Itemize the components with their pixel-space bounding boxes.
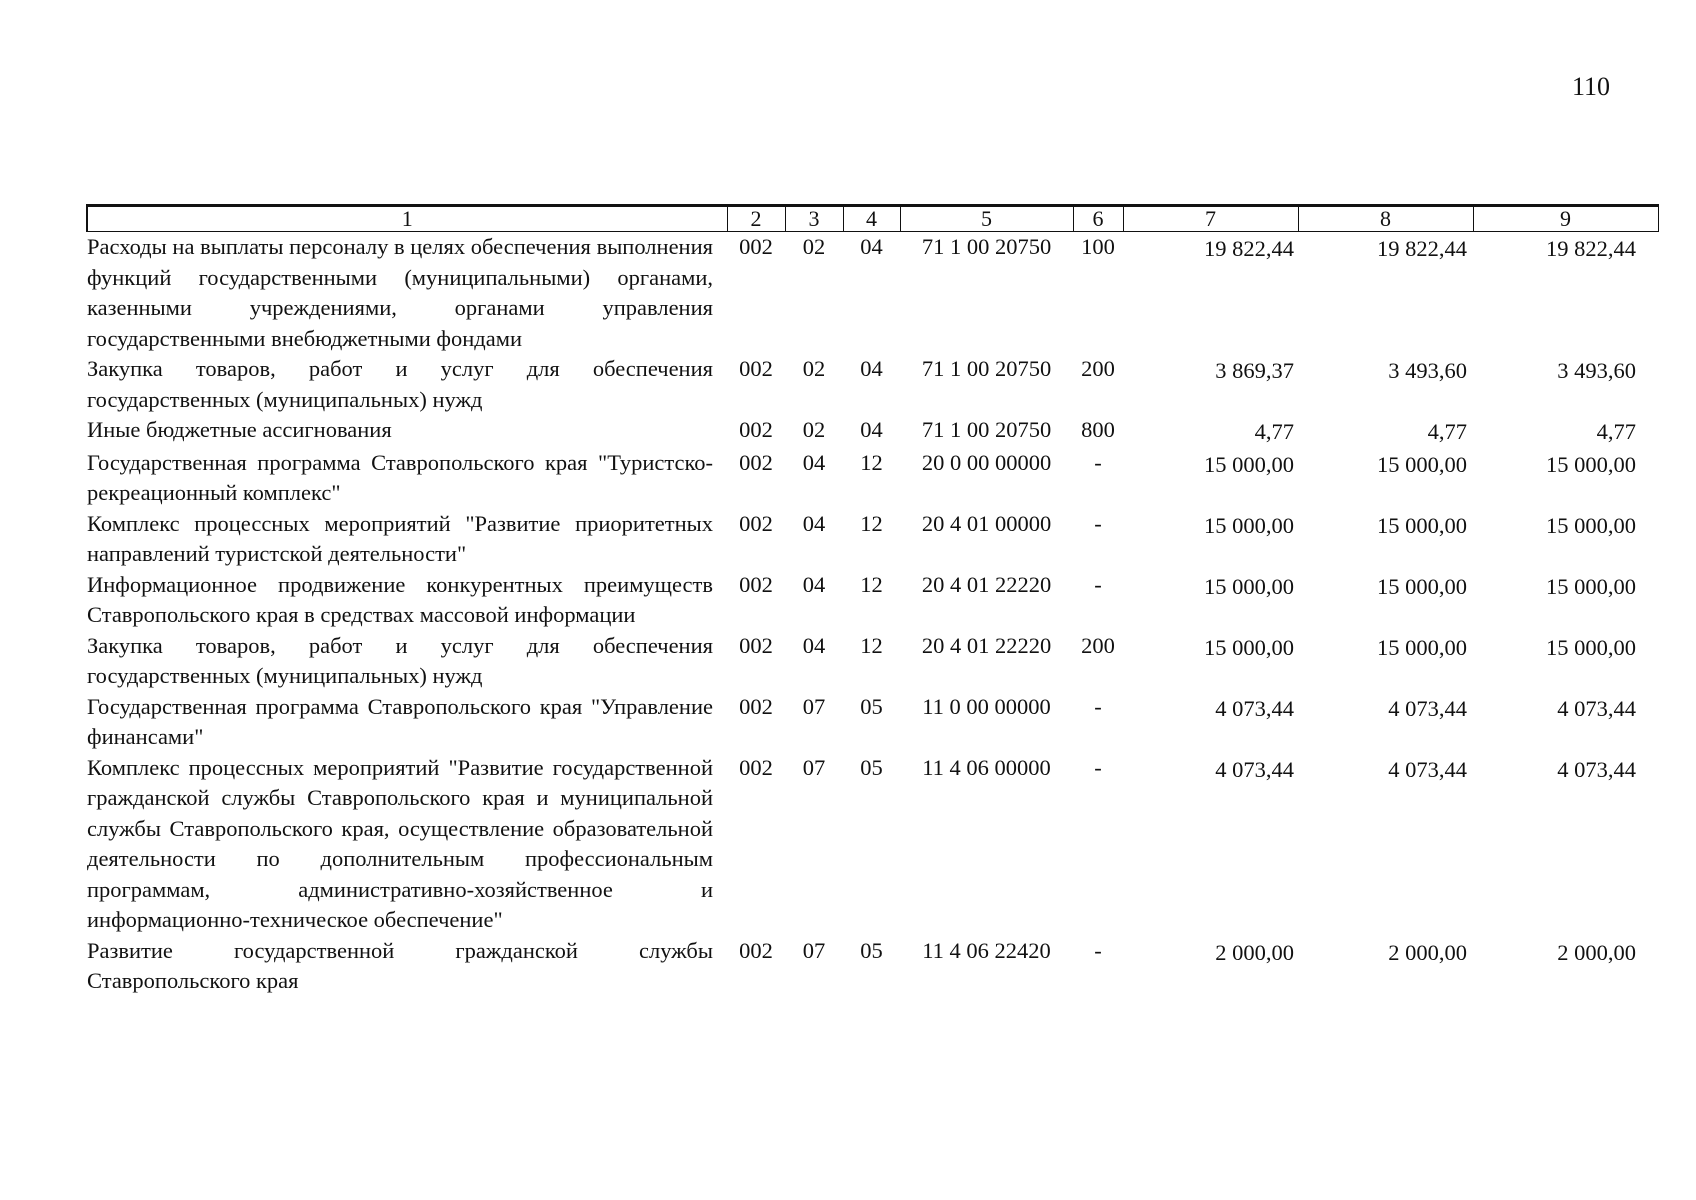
table-row [87, 570, 1658, 631]
column-header: 3 [785, 206, 843, 232]
expense-type-code: - [1094, 510, 1102, 536]
target-item-code: 20 4 01 00000 [921, 510, 1052, 536]
expense-type-code: - [1094, 754, 1102, 780]
amount-col-7: 15 000,00 [1204, 512, 1294, 538]
target-item-code: 71 1 00 20750 [921, 356, 1052, 381]
expense-type-code: 200 [1081, 356, 1115, 381]
column-header: 9 [1473, 206, 1658, 232]
ministry-code: 002 [739, 356, 773, 381]
expense-type-code: 800 [1081, 417, 1115, 442]
table-row [87, 631, 1658, 692]
ministry-code: 002 [739, 234, 773, 259]
amount-col-7: 4 073,44 [1215, 756, 1294, 782]
section-code: 02 [802, 417, 826, 442]
amount-col-9: 4 073,44 [1557, 695, 1636, 721]
section-code: 07 [802, 693, 826, 719]
subsection-code: 05 [860, 754, 883, 780]
row-name: Информационное продвижение конкурентных преимуществ Ставропольского края в средствах массовой информации [87, 571, 713, 627]
amount-col-7: 15 000,00 [1204, 451, 1294, 477]
expense-type-code: 200 [1081, 632, 1115, 658]
amount-col-9: 4,77 [1596, 419, 1636, 444]
ministry-code: 002 [739, 571, 773, 597]
amount-col-9: 15 000,00 [1546, 512, 1636, 538]
expense-type-code: 100 [1081, 234, 1115, 259]
budget-table [86, 204, 1659, 997]
target-item-code: 11 4 06 00000 [922, 754, 1051, 780]
amount-col-9: 15 000,00 [1546, 573, 1636, 599]
amount-col-7: 15 000,00 [1204, 573, 1294, 599]
subsection-code: 12 [860, 449, 883, 475]
expense-type-code: - [1094, 693, 1102, 719]
row-name: Закупка товаров, работ и услуг для обеспечения государственных (муниципальных) нужд [87, 356, 713, 412]
amount-col-7: 4,77 [1254, 419, 1294, 444]
amount-col-8: 15 000,00 [1377, 451, 1467, 477]
ministry-code: 002 [739, 754, 773, 780]
target-item-code: 11 4 06 22420 [922, 937, 1051, 963]
amount-col-8: 4 073,44 [1388, 695, 1467, 721]
ministry-code: 002 [739, 449, 773, 475]
subsection-code: 12 [860, 632, 883, 658]
amount-col-7: 2 000,00 [1215, 939, 1294, 965]
table-row [87, 232, 1658, 355]
column-header: 5 [900, 206, 1073, 232]
amount-col-8: 15 000,00 [1377, 634, 1467, 660]
column-header: 6 [1073, 206, 1123, 232]
section-code: 04 [802, 632, 826, 658]
row-name: Государственная программа Ставропольского края "Управление финансами" [87, 693, 713, 749]
section-code: 07 [802, 754, 826, 780]
row-name: Закупка товаров, работ и услуг для обеспечения государственных (муниципальных) нужд [87, 632, 713, 688]
column-header: 7 [1123, 206, 1298, 232]
section-code: 04 [802, 449, 826, 475]
section-code: 02 [802, 234, 826, 259]
amount-col-9: 19 822,44 [1546, 236, 1636, 261]
section-code: 02 [802, 356, 826, 381]
row-name: Иные бюджетные ассигнования [87, 417, 392, 442]
section-code: 04 [802, 510, 826, 536]
table-body [87, 232, 1658, 997]
ministry-code: 002 [739, 417, 773, 442]
amount-col-8: 3 493,60 [1388, 358, 1467, 383]
amount-col-9: 15 000,00 [1546, 451, 1636, 477]
amount-col-8: 4,77 [1427, 419, 1467, 444]
amount-col-9: 4 073,44 [1557, 756, 1636, 782]
amount-col-7: 19 822,44 [1204, 236, 1294, 261]
amount-col-9: 15 000,00 [1546, 634, 1636, 660]
section-code: 07 [802, 937, 826, 963]
subsection-code: 12 [860, 510, 883, 536]
subsection-code: 04 [860, 417, 883, 442]
column-header: 4 [843, 206, 900, 232]
row-name: Комплекс процессных мероприятий "Развитие государственной гражданской службы Ставропольского края и муниципальной службы Ставропольского края, осуществление образовательной деятельности по дополнительным профессиональным программам, административно-хозяйственное и информационно-техническое обеспечение" [87, 754, 713, 932]
ministry-code: 002 [739, 510, 773, 536]
subsection-code: 05 [860, 937, 883, 963]
row-name: Комплекс процессных мероприятий "Развитие приоритетных направлений туристской деятельности" [87, 510, 713, 566]
target-item-code: 20 0 00 00000 [921, 449, 1052, 475]
column-header: 1 [87, 206, 727, 232]
table-header [87, 206, 1658, 232]
table-row [87, 354, 1658, 415]
header-row [87, 206, 1658, 232]
amount-col-8: 19 822,44 [1377, 236, 1467, 261]
expense-type-code: - [1094, 937, 1102, 963]
row-name: Расходы на выплаты персоналу в целях обеспечения выполнения функций государственными (муниципальными) органами, казенными учреждениями, органами управления государственными внебюджетными фондами [87, 234, 713, 351]
section-code: 04 [802, 571, 826, 597]
target-item-code: 71 1 00 20750 [921, 417, 1052, 442]
target-item-code: 20 4 01 22220 [921, 632, 1052, 658]
table-row [87, 509, 1658, 570]
table-row [87, 936, 1658, 997]
table-row [87, 415, 1658, 448]
target-item-code: 11 0 00 00000 [922, 693, 1051, 719]
amount-col-8: 2 000,00 [1388, 939, 1467, 965]
target-item-code: 71 1 00 20750 [921, 234, 1052, 259]
page-number: 110 [1572, 72, 1611, 101]
table-row [87, 692, 1658, 753]
amount-col-8: 15 000,00 [1377, 512, 1467, 538]
ministry-code: 002 [739, 693, 773, 719]
row-name: Развитие государственной гражданской службы Ставропольского края [87, 937, 713, 993]
subsection-code: 04 [860, 234, 883, 259]
amount-col-7: 15 000,00 [1204, 634, 1294, 660]
column-header: 8 [1298, 206, 1473, 232]
subsection-code: 05 [860, 693, 883, 719]
expense-type-code: - [1094, 571, 1102, 597]
amount-col-8: 15 000,00 [1377, 573, 1467, 599]
amount-col-7: 4 073,44 [1215, 695, 1294, 721]
amount-col-8: 4 073,44 [1388, 756, 1467, 782]
row-name: Государственная программа Ставропольского края "Туристско-рекреационный комплекс" [87, 449, 713, 505]
ministry-code: 002 [739, 632, 773, 658]
subsection-code: 04 [860, 356, 883, 381]
table-row [87, 753, 1658, 936]
amount-col-7: 3 869,37 [1215, 358, 1294, 383]
target-item-code: 20 4 01 22220 [921, 571, 1052, 597]
amount-col-9: 3 493,60 [1557, 358, 1636, 383]
column-header: 2 [727, 206, 785, 232]
subsection-code: 12 [860, 571, 883, 597]
ministry-code: 002 [739, 937, 773, 963]
expense-type-code: - [1094, 449, 1102, 475]
amount-col-9: 2 000,00 [1557, 939, 1636, 965]
table-row [87, 448, 1658, 509]
